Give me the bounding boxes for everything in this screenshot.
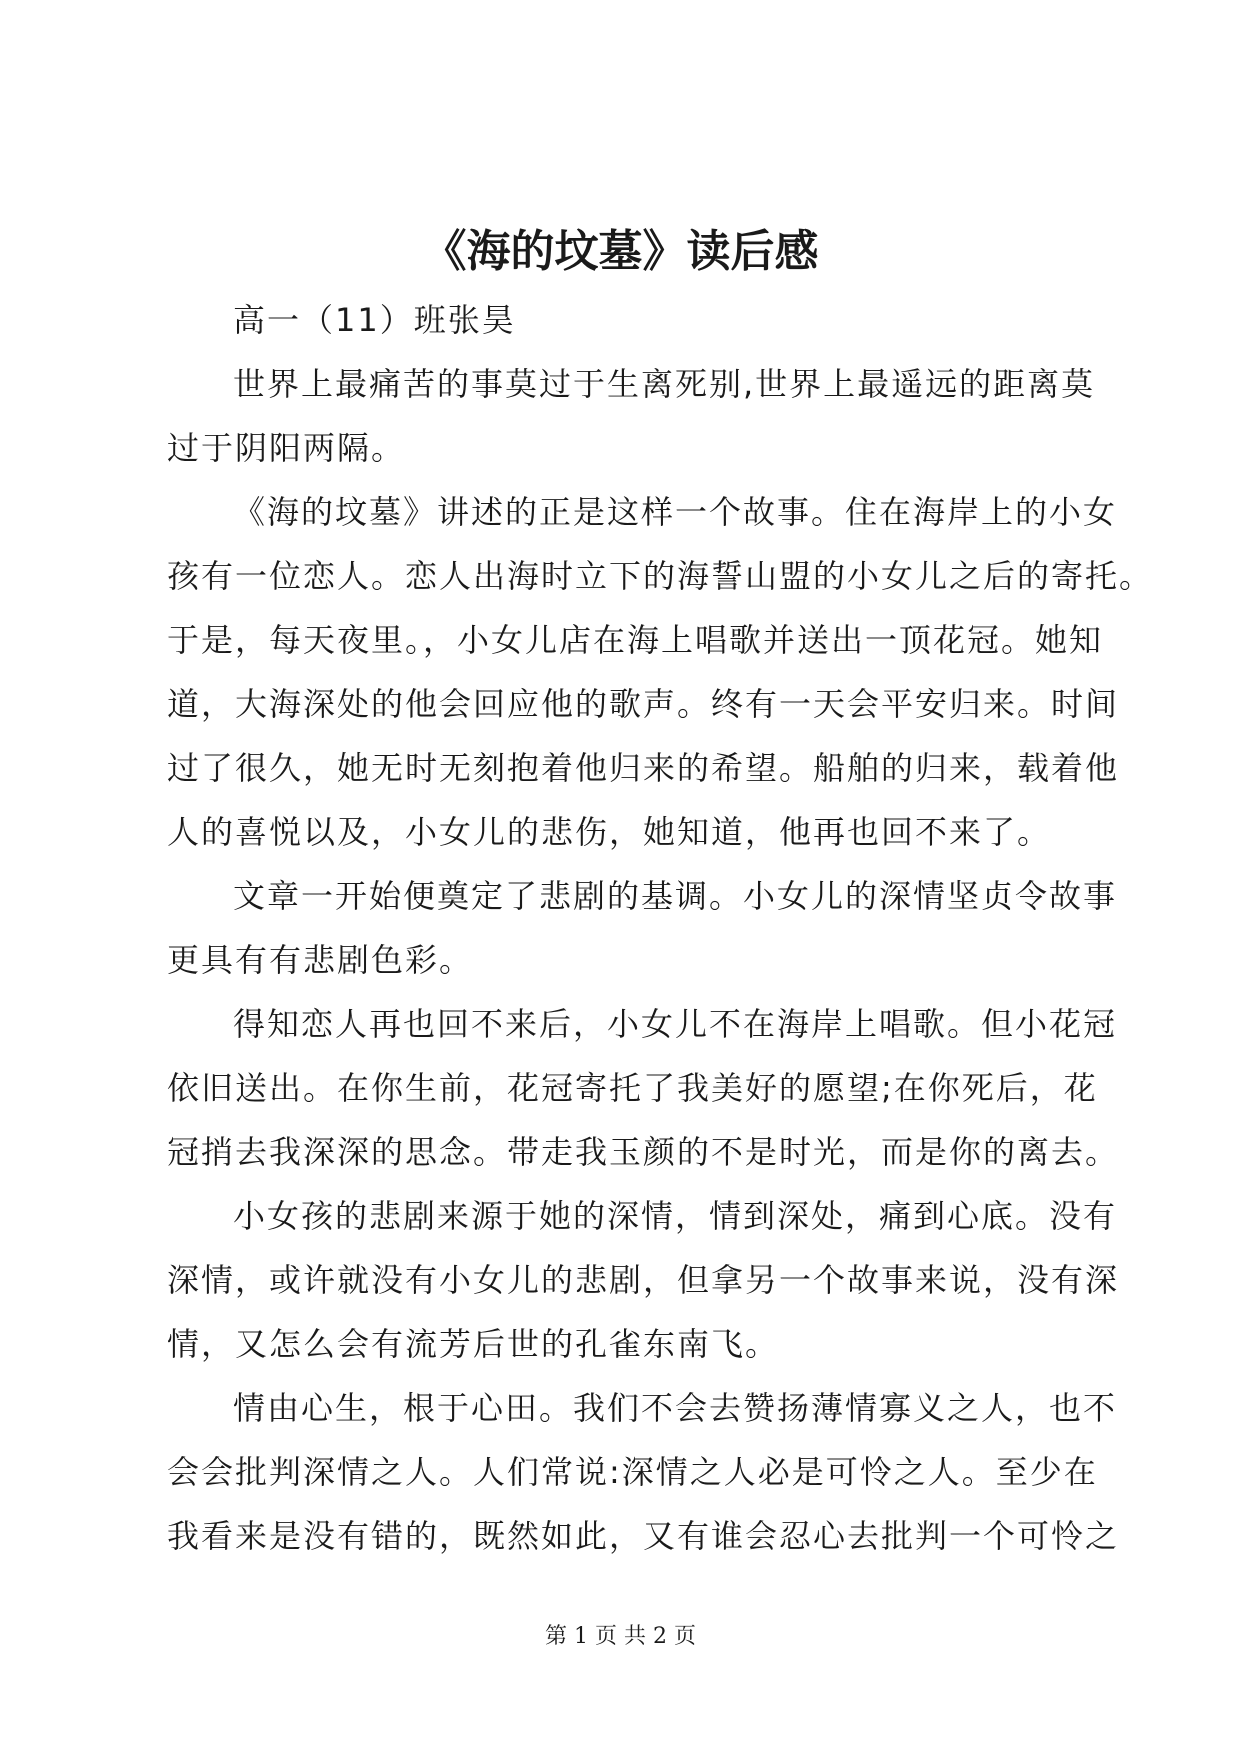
- text-line: 文章一开始便奠定了悲剧的基调。小女儿的深情坚贞令故事: [233, 877, 1118, 915]
- text-line: 冠捎去我深深的思念。带走我玉颜的不是时光，而是你的离去。: [167, 1133, 1120, 1171]
- text-line: 情，又怎么会有流芳后世的孔雀东南飞。: [167, 1325, 780, 1363]
- text-line: 得知恋人再也回不来后，小女儿不在海岸上唱歌。但小花冠: [233, 1005, 1118, 1043]
- text-line: 世界上最痛苦的事莫过于生离死别,世界上最遥远的距离莫: [233, 365, 1096, 403]
- text-line: 道，大海深处的他会回应他的歌声。终有一天会平安归来。时间: [167, 685, 1120, 723]
- text-line: 过了很久，她无时无刻抱着他归来的希望。船舶的归来，载着他: [167, 749, 1120, 787]
- text-line: 《海的坟墓》讲述的正是这样一个故事。住在海岸上的小女: [233, 493, 1118, 531]
- text-line: 会会批判深情之人。人们常说:深情之人必是可怜之人。至少在: [167, 1453, 1098, 1491]
- text-line: 过于阴阳两隔。: [167, 429, 406, 467]
- author-line: 高一（11）班张昊: [233, 301, 516, 339]
- document-title: 《海的坟墓》读后感: [422, 226, 819, 277]
- text-line: 人的喜悦以及，小女儿的悲伤，她知道，他再也回不来了。: [167, 813, 1052, 851]
- text-line: 深情，或许就没有小女儿的悲剧，但拿另一个故事来说，没有深: [167, 1261, 1120, 1299]
- text-line: 我看来是没有错的，既然如此，又有谁会忍心去批判一个可怜之: [167, 1517, 1120, 1555]
- text-line: 孩有一位恋人。恋人出海时立下的海誓山盟的小女儿之后的寄托。: [167, 557, 1154, 595]
- text-line: 于是，每天夜里。，小女儿店在海上唱歌并送出一顶花冠。她知: [167, 621, 1104, 659]
- document-body: [167, 288, 1154, 1568]
- text-line: 依旧送出。在你生前，花冠寄托了我美好的愿望;在你死后，花: [167, 1069, 1098, 1107]
- page-number-footer: 第 1 页 共 2 页: [545, 1624, 696, 1649]
- text-line: 情由心生，根于心田。我们不会去赞扬薄情寡义之人，也不: [233, 1389, 1118, 1427]
- text-line: 小女孩的悲剧来源于她的深情，情到深处，痛到心底。没有: [233, 1197, 1118, 1235]
- text-line: 更具有有悲剧色彩。: [167, 941, 474, 979]
